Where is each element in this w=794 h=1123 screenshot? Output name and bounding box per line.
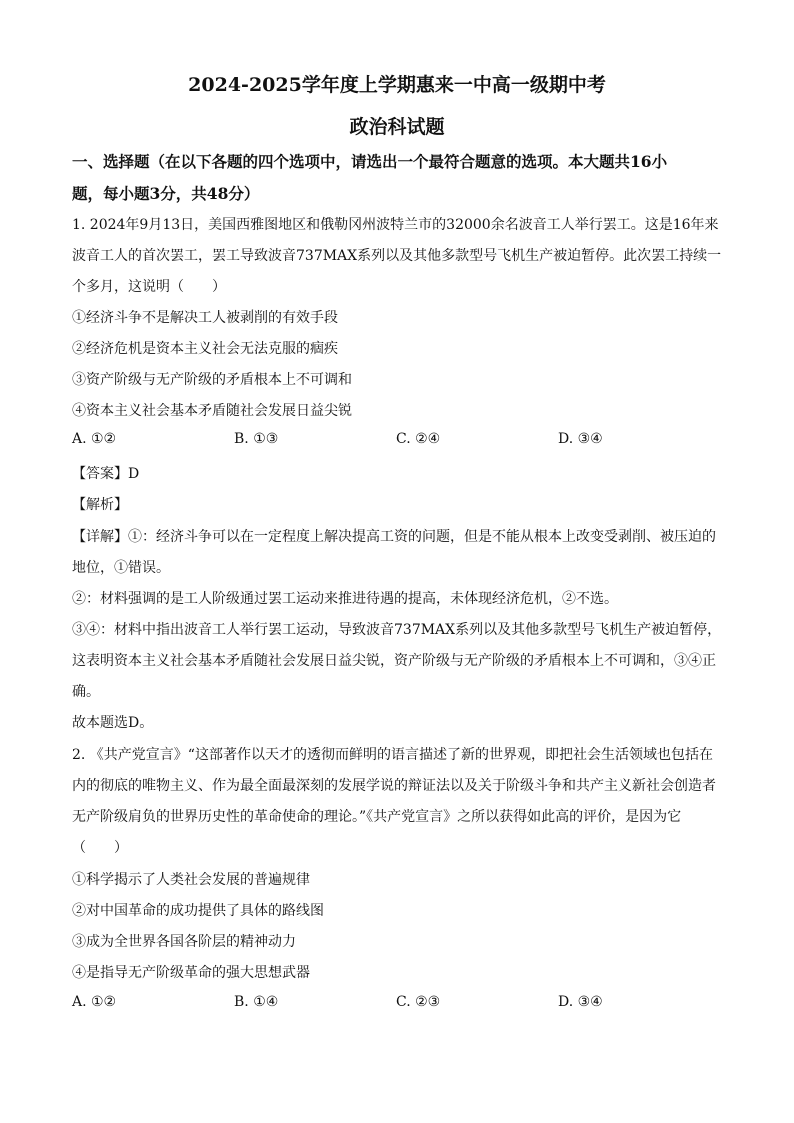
q1-options — [72, 431, 722, 451]
q2-stem-line3: 无产阶级肩负的世界历史性的革命使命的理论。”《共产党宣言》之所以获得如此高的评价，是因为它 — [72, 809, 682, 825]
q1-stem-line3: 个多月，这说明（ ） — [72, 279, 226, 295]
q1-detail-line5: 这表明资本主义社会基本矛盾随社会发展日益尖锐，资产阶级与无产阶级的矛盾根本上不可调和，③④正 — [72, 653, 716, 669]
q1-option-a: A. ①② — [72, 431, 117, 447]
q1-item: ①经济斗争不是解决工人被剥削的有效手段 — [72, 310, 338, 326]
q2-options — [72, 994, 722, 1014]
q1-option-b: B. ①③ — [234, 431, 279, 447]
q2-option-a: A. ①② — [72, 994, 117, 1010]
detail-tag: 【详解】 — [72, 529, 128, 545]
q1-item: ②经济危机是资本主义社会无法克服的痼疾 — [72, 341, 338, 357]
section-heading-line1: 一、选择题（在以下各题的四个选项中，请选出一个最符合题意的选项。本大题共16小 — [72, 152, 668, 171]
q1-detail-line6: 确。 — [72, 684, 100, 700]
page-subtitle: 政治科试题 — [349, 116, 445, 138]
q1-item: ③资产阶级与无产阶级的矛盾根本上不可调和 — [72, 372, 352, 388]
q2-item: ③成为全世界各国各阶层的精神动力 — [72, 934, 296, 950]
section-heading-line2: 题，每小题3分，共48分） — [72, 184, 260, 203]
q1-detail-line2: 地位，①错误。 — [72, 560, 170, 576]
q1-answer — [72, 463, 722, 483]
q1-item: ④资本主义社会基本矛盾随社会发展日益尖锐 — [72, 403, 352, 419]
q1-option-d: D. ③④ — [558, 431, 603, 447]
q2-option-b: B. ①④ — [234, 994, 279, 1010]
q1-detail-line3: ②：材料强调的是工人阶级通过罢工运动来推进待遇的提高，未体现经济危机，②不选。 — [72, 591, 618, 607]
q2-item: ②对中国革命的成功提供了具体的路线图 — [72, 903, 324, 919]
q1-stem-line2: 波音工人的首次罢工，罢工导致波音737MAX系列以及其他多款型号飞机生产被迫暂停。此次罢工持续一 — [72, 248, 722, 264]
q2-stem-line4: （ ） — [72, 840, 128, 856]
q2-item: ①科学揭示了人类社会发展的普遍规律 — [72, 872, 310, 888]
q2-option-c: C. ②③ — [396, 994, 441, 1010]
answer-tag: 【答案】 — [72, 466, 128, 482]
q1-detail-line4: ③④：材料中指出波音工人举行罢工运动，导致波音737MAX系列以及其他多款型号飞机生产被迫暂停， — [72, 622, 722, 638]
q1-stem-line1: 1. 2024年9月13日，美国西雅图地区和俄勒冈州波特兰市的32000余名波音工人举行罢工。这是16年来 — [72, 217, 719, 233]
q2-item: ④是指导无产阶级革命的强大思想武器 — [72, 965, 310, 981]
q1-detail-line1 — [72, 526, 722, 546]
q1-conclusion: 故本题选D。 — [72, 715, 154, 731]
q2-stem-line1: 2. 《共产党宣言》“这部著作以天才的透彻而鲜明的语言描述了新的世界观，即把社会生活领域也包括在 — [72, 747, 713, 763]
q1-option-c: C. ②④ — [396, 431, 441, 447]
q2-option-d: D. ③④ — [558, 994, 603, 1010]
detail-text: ①：经济斗争可以在一定程度上解决提高工资的问题，但是不能从根本上改变受剥削、被压迫的 — [128, 529, 716, 545]
page-title: 2024-2025学年度上学期惠来一中高一级期中考 — [188, 74, 606, 96]
q2-stem-line2: 内的彻底的唯物主义、作为最全面最深刻的发展学说的辩证法以及关于阶级斗争和共产主义新社会创造者 — [72, 778, 716, 794]
analysis-tag: 【解析】 — [72, 497, 128, 513]
answer-value: D — [128, 466, 140, 482]
